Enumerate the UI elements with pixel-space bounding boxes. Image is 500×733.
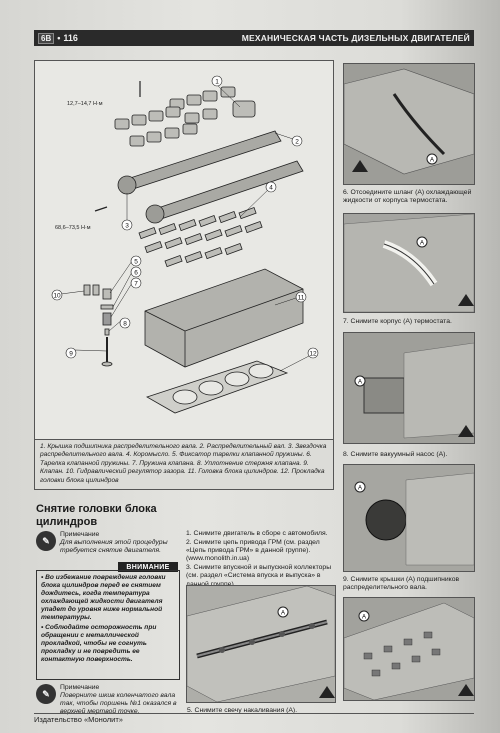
callout-4: [266, 182, 276, 192]
section-code: 6В: [38, 33, 54, 44]
svg-text:5: 5: [134, 258, 138, 266]
photo-step-7: [343, 213, 475, 313]
svg-text:8: 8: [123, 320, 127, 328]
svg-text:A: A: [280, 610, 286, 617]
section-title: Снятие головки блока цилиндров: [36, 503, 157, 528]
svg-text:7: 7: [134, 280, 138, 288]
svg-text:A: A: [357, 485, 363, 492]
svg-text:A: A: [361, 614, 367, 621]
callout-6: [131, 267, 141, 277]
note-2-title: Примечание: [60, 684, 100, 691]
step-1: 1. Снимите двигатель в сборе с автомобиля.: [186, 530, 328, 537]
callout-12: [308, 348, 318, 358]
svg-text:11: 11: [297, 294, 305, 302]
callout-5: [131, 256, 141, 266]
svg-text:1: 1: [215, 78, 219, 86]
page-header: [34, 30, 474, 46]
svg-text:12: 12: [309, 350, 317, 358]
photo-step-6: [343, 63, 475, 185]
photo-bearing-caps: [343, 597, 475, 701]
note-icon: ✎: [36, 531, 56, 551]
photo-step-8: [343, 332, 475, 444]
callout-9: [66, 348, 76, 358]
svg-text:6: 6: [134, 269, 138, 277]
note-icon: ✎: [36, 684, 56, 704]
diagram-drawing: [35, 61, 333, 439]
step-8-text: 8. Снимите вакуумный насос (А).: [343, 451, 448, 458]
valve-parts: [84, 285, 113, 366]
camshafts: [118, 131, 303, 223]
note-2: [36, 684, 178, 716]
svg-text:A: A: [357, 379, 363, 386]
step-6-text: 6. Отсоедините шланг (А) охлаждающей жидкости от корпуса термостата.: [343, 189, 472, 205]
chapter-title: МЕХАНИЧЕСКАЯ ЧАСТЬ ДИЗЕЛЬНЫХ ДВИГАТЕЛЕЙ: [241, 33, 470, 43]
step-2: 2. Снимите цепь привода ГРМ (см. раздел «Цепь привода ГРМ» в данной группе). (www.monolith.in.ua): [186, 539, 320, 563]
step-7-text: 7. Снимите корпус (А) термостата.: [343, 318, 452, 325]
diagram-caption: 1. Крышка подшипника распределительного вала. 2. Распределительный вал. 3. Звездочка распределительного вала. 4. Коромысло. 5. Фиксатор тарелки клапанной пружины. 6. Тарелка клапанной пружины. 7. Пружина клапана. 8. Уплотнение стержня клапана. 9. Клапан. 10. Гидравлический регулятор зазора. 11. Головка блока цилиндров. 12. Прокладка головки блока цилиндров: [34, 440, 334, 490]
note-1: [36, 531, 178, 555]
exploded-diagram: [34, 60, 334, 440]
callout-8: [120, 318, 130, 328]
step-9-text: 9. Снимите крышки (А) подшипников распределительного вала.: [343, 576, 460, 592]
torque-top-label: 12,7–14,7 Н·м: [67, 101, 103, 107]
photo-fuel-rail: [186, 585, 336, 703]
callout-10: [52, 290, 62, 300]
callout-7: [131, 278, 141, 288]
cylinder-head: [145, 269, 303, 367]
note-2-body: Поверните шкив коленчатого вала так, чтобы поршень №1 оказался в верхней мертвой точке.: [60, 692, 177, 715]
svg-text:9: 9: [69, 350, 73, 358]
svg-text:10: 10: [53, 292, 61, 300]
svg-text:3: 3: [125, 222, 129, 230]
callout-3: [122, 220, 132, 230]
torque-bottom-label: 68,6–73,5 Н·м: [55, 225, 91, 231]
warning-paragraph-2: • Соблюдайте осторожность при обращении с металлической прокладкой, чтобы не согнуть прокладку и не повредить ее контактную поверхность.: [41, 623, 157, 663]
svg-text:A: A: [419, 240, 425, 247]
bearing-caps: [115, 87, 255, 146]
warning-box: [36, 570, 180, 680]
photo-step-9-vacuum-pump: [343, 464, 475, 572]
callout-1: [212, 76, 222, 86]
publisher-footer: Издательство «Монолит»: [34, 713, 474, 725]
step-5: 5. Снимите свечу накаливания (А).: [187, 707, 298, 714]
step-3: 3. Снимите впускной и выпускной коллекторы (см. раздел «Система впуска и выпуска» в: [186, 564, 332, 580]
callout-2: [292, 136, 302, 146]
bullet: •: [57, 33, 61, 43]
svg-text:4: 4: [269, 184, 273, 192]
head-gasket: [147, 361, 287, 413]
note-1-title: Примечание: [60, 531, 100, 538]
page-number: 116: [63, 33, 78, 43]
svg-text:2: 2: [295, 138, 299, 146]
note-1-body: Для выполнения этой процедуры требуется снятие двигателя.: [60, 539, 168, 554]
callout-11: [296, 292, 306, 302]
warning-label: ВНИМАНИЕ: [118, 562, 178, 572]
svg-text:A: A: [429, 157, 435, 164]
warning-paragraph-1: • Во избежание повреждения головки блока цилиндров перед ее снятием дождитесь, когда температура охлаждающей жидкости двигателя упадет до уровня ниже нормальной температуры.: [41, 574, 166, 622]
